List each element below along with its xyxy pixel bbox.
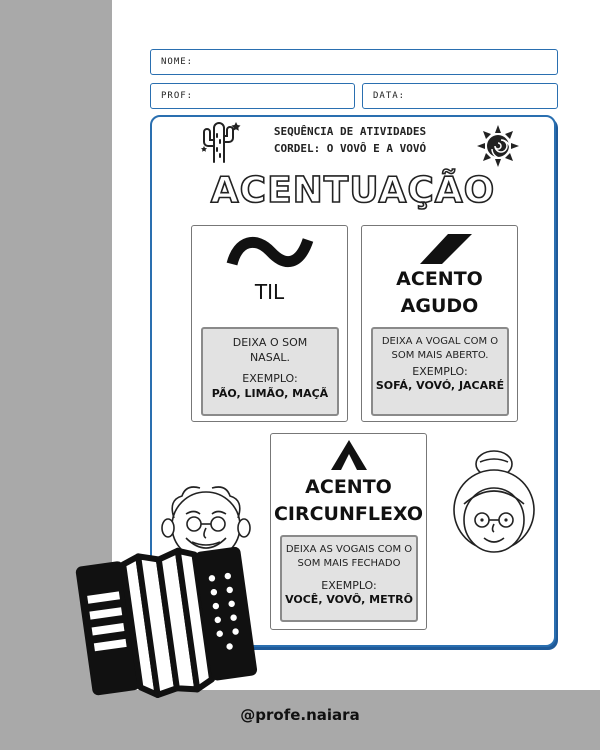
agudo-info-box — [371, 327, 509, 416]
circunflexo-name — [271, 474, 426, 528]
sun-icon — [474, 124, 522, 168]
card-acento-circunflexo — [270, 433, 427, 630]
card-til — [191, 225, 348, 422]
page-title: ACENTUAÇÃO — [210, 170, 496, 211]
cactus-icon — [196, 116, 244, 166]
date-field[interactable] — [362, 83, 558, 109]
circumflex-symbol — [331, 440, 367, 470]
agudo-name — [362, 266, 517, 320]
cordel-title: CORDEL: O VOVÔ E A VOVÓ — [273, 142, 427, 155]
agudo-name-line1: ACENTO — [396, 268, 483, 290]
circunflexo-info-box — [280, 535, 418, 622]
activity-title: SEQUÊNCIA DE ATIVIDADES — [273, 125, 427, 138]
acute-accent-symbol — [418, 232, 474, 266]
circunflexo-name-line1: ACENTO — [305, 476, 392, 498]
tilde-symbol — [228, 234, 314, 270]
date-label: DATA: — [373, 91, 406, 101]
til-name: TIL — [254, 280, 285, 304]
agudo-example-label: EXEMPLO: — [412, 365, 468, 378]
grandmother-illustration — [444, 448, 544, 568]
name-label: NOME: — [161, 57, 194, 67]
circunflexo-examples: VOCÊ, VOVÔ, METRÔ — [285, 593, 413, 606]
til-example-label: EXEMPLO: — [242, 372, 298, 385]
circunflexo-description: DEIXA AS VOGAIS COM O SOM MAIS FECHADO — [285, 544, 413, 569]
prof-field[interactable] — [150, 83, 355, 109]
card-acento-agudo — [361, 225, 518, 422]
agudo-name-line2: AGUDO — [400, 295, 479, 317]
prof-label: PROF: — [161, 91, 194, 101]
circunflexo-example-label: EXEMPLO: — [321, 579, 377, 592]
author-credit: @profe.naiara — [240, 706, 360, 724]
til-info-box — [201, 327, 339, 416]
til-examples: PÃO, LIMÃO, MAÇÃ — [211, 387, 329, 400]
worksheet-header — [240, 123, 460, 157]
circunflexo-name-line2: CIRCUNFLEXO — [273, 503, 424, 525]
til-description: DEIXA O SOM NASAL. — [232, 336, 308, 364]
agudo-examples: SOFÁ, VOVÓ, JACARÉ — [375, 379, 505, 392]
name-field[interactable] — [150, 49, 558, 75]
accordion-icon — [72, 545, 262, 705]
agudo-description: DEIXA A VOGAL COM O SOM MAIS ABERTO. — [381, 336, 499, 361]
